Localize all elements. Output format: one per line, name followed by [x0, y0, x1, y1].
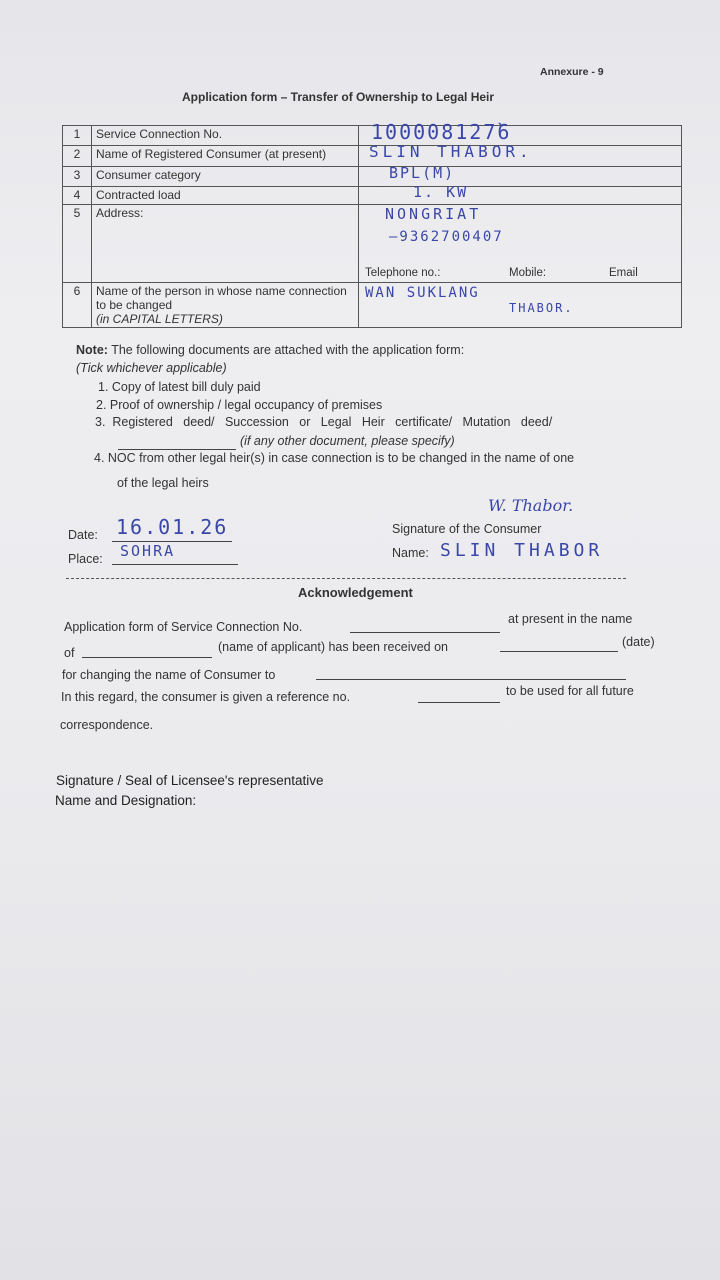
note-item-3-cont: (if any other document, please specify): [240, 434, 455, 448]
row-label: Name of Registered Consumer (at present): [92, 146, 359, 167]
ack-text: correspondence.: [60, 718, 154, 732]
note-line: [76, 343, 464, 357]
ack-text: of: [64, 646, 75, 660]
ack-text: at present in the name: [508, 612, 633, 626]
row-label-text: Name of the person in whose name connection to be changed: [96, 284, 347, 312]
date-label: Date:: [68, 528, 98, 542]
handwritten-value: NONGRIAT: [385, 205, 482, 223]
place-label: Place:: [68, 552, 103, 566]
row-label: Service Connection No.: [92, 126, 359, 146]
ack-text: (date): [622, 635, 655, 649]
note-item: 1. Copy of latest bill duly paid: [98, 380, 261, 394]
form-table: [62, 120, 682, 328]
ack-text: (name of applicant) has been received on: [218, 640, 449, 654]
specify-blank[interactable]: [118, 449, 236, 450]
handwritten-name: SLIN THABOR: [440, 540, 604, 561]
row-number: 3: [63, 167, 92, 187]
note-item: 3. Registered deed/ Succession or Legal Heir certificate/ Mutation deed/: [95, 415, 553, 429]
mobile-label: Mobile:: [509, 267, 547, 279]
place-field[interactable]: [112, 542, 238, 565]
ack-connection-blank[interactable]: [350, 632, 500, 633]
note-text: The following documents are attached with the application form:: [111, 343, 465, 357]
ack-text: to be used for all future: [506, 684, 634, 698]
email-label: Email: [609, 267, 638, 279]
note-item-4-cont: of the legal heirs: [117, 476, 209, 490]
ack-date-blank[interactable]: [500, 651, 618, 652]
row-label: Address:: [92, 205, 359, 283]
ack-text: In this regard, the consumer is given a reference no.: [61, 690, 351, 704]
address-value[interactable]: [359, 205, 682, 283]
ack-applicant-blank[interactable]: [82, 657, 212, 658]
row-label-note: (in CAPITAL LETTERS): [96, 312, 223, 326]
handwritten-date: 16.01.26: [116, 515, 229, 539]
annexure-label: Annexure - 9: [540, 66, 604, 78]
row-number: 4: [63, 187, 92, 205]
handwritten-value: 1. KW: [413, 183, 469, 201]
row-number: 6: [63, 283, 92, 328]
cut-divider: [66, 578, 626, 579]
table-row: [63, 167, 682, 187]
table-row: [63, 187, 682, 205]
table-row: [63, 146, 682, 167]
ack-text: for changing the name of Consumer to: [62, 668, 276, 682]
consumer-signature: W. Thabor.: [488, 496, 574, 515]
row-label: [92, 283, 359, 328]
row-number: 5: [63, 205, 92, 283]
note-item: 4. NOC from other legal heir(s) in case connection is to be changed in the name of one: [94, 451, 575, 465]
row-label: Consumer category: [92, 167, 359, 187]
licensee-signature-label: Signature / Seal of Licensee's representative: [56, 773, 324, 788]
name-label: Name:: [392, 546, 429, 560]
handwritten-value: THABOR.: [509, 301, 574, 315]
ack-text: Application form of Service Connection No.: [64, 620, 303, 634]
telephone-label: Telephone no.:: [365, 267, 441, 279]
row-number: 1: [63, 126, 92, 146]
handwritten-value: WAN SUKLANG: [365, 285, 480, 301]
form-title: Application form – Transfer of Ownership to Legal Heir: [182, 90, 495, 104]
signature-label: Signature of the Consumer: [392, 522, 542, 536]
row-label: Contracted load: [92, 187, 359, 205]
table-row: [63, 205, 682, 283]
note-item: 2. Proof of ownership / legal occupancy of premises: [96, 398, 383, 412]
handwritten-value: SLIN THABOR.: [369, 142, 533, 161]
note-heading: Note:: [76, 343, 108, 357]
consumer-category-value[interactable]: [359, 164, 682, 187]
new-consumer-name-value[interactable]: [359, 283, 682, 328]
licensee-name-label: Name and Designation:: [55, 793, 197, 808]
handwritten-place: SOHRA: [120, 542, 176, 560]
table-row: [63, 283, 682, 328]
note-sub: (Tick whichever applicable): [76, 361, 227, 375]
handwritten-value: 100008127̀6: [371, 120, 512, 144]
row-number: 2: [63, 146, 92, 167]
ack-reference-blank[interactable]: [418, 702, 500, 703]
handwritten-phone: —9362700407: [389, 229, 504, 245]
contracted-load-value[interactable]: [359, 183, 682, 205]
handwritten-value: BPL(M): [389, 164, 456, 182]
ack-new-consumer-blank[interactable]: [316, 679, 626, 680]
ack-title: Acknowledgement: [298, 585, 413, 600]
